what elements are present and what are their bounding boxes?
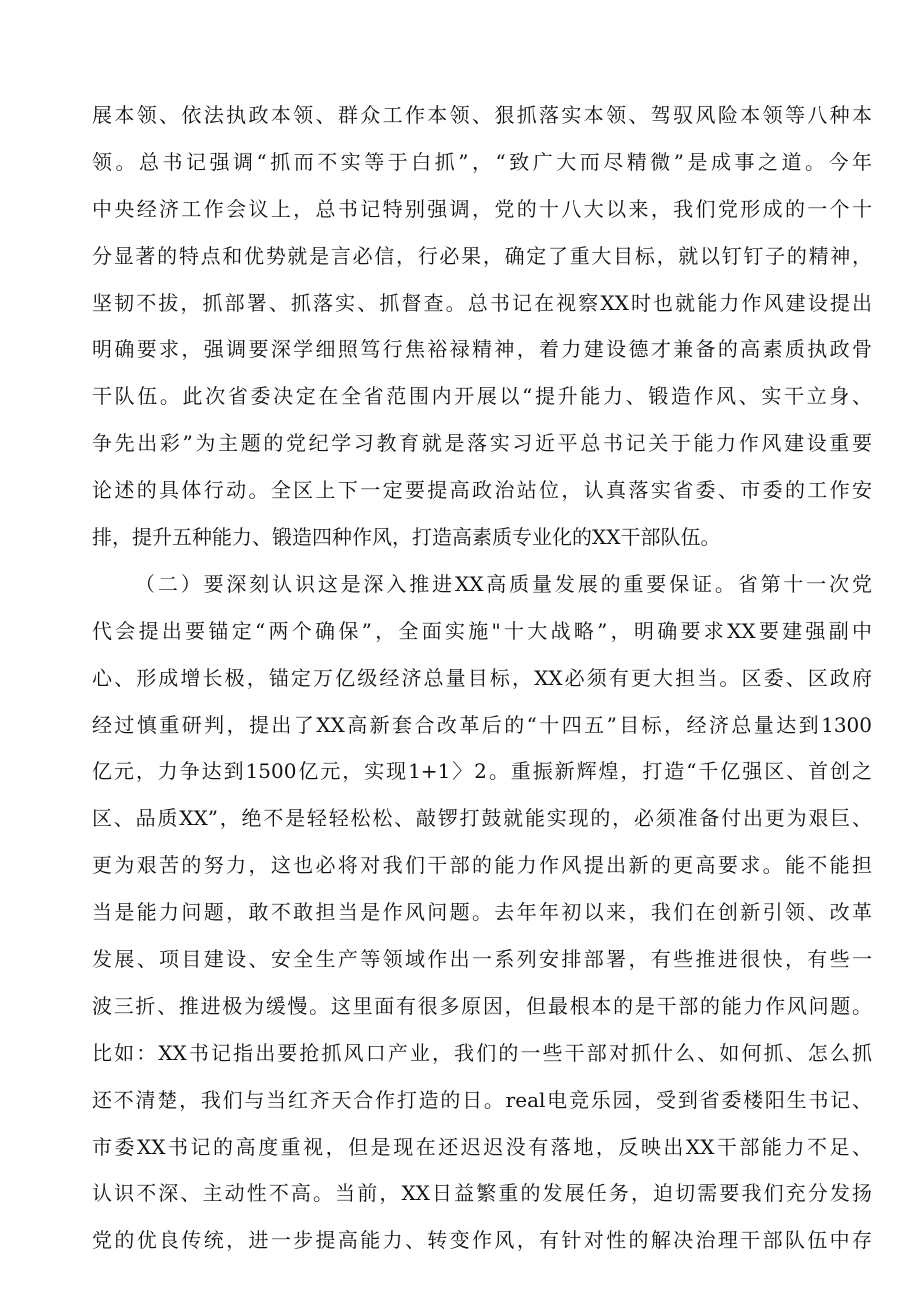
document-body bbox=[92, 92, 872, 1264]
text-line: 比如：XX书记指出要抢抓风口产业，我们的一些干部对抓什么、如何抓、怎么抓 bbox=[92, 1040, 872, 1065]
text-line: 认识不深、主动性不高。当前，XX日益繁重的发展任务，迫切需要我们充分发扬 bbox=[92, 1181, 872, 1206]
text-line: 代会提出要锚定“两个确保”，全面实施"十大战略”，明确要求XX要建强副中 bbox=[92, 618, 872, 643]
text-line: 明确要求，强调要深学细照笃行焦裕禄精神，着力建设德才兼备的高素质执政骨 bbox=[92, 337, 872, 362]
text-line: 更为艰苦的努力，这也必将对我们干部的能力作风提出新的更高要求。能不能担 bbox=[92, 853, 872, 878]
text-line: 论述的具体行动。全区上下一定要提高政治站位，认真落实省委、市委的工作安 bbox=[92, 478, 872, 503]
text-line: 区、品质XX”，绝不是轻轻松松、敲锣打鼓就能实现的，必须准备付出更为艰巨、 bbox=[92, 806, 872, 831]
text-line: 波三折、推进极为缓慢。这里面有很多原因，但最根本的是干部的能力作风问题。 bbox=[92, 993, 872, 1018]
text-line: 展本领、依法执政本领、群众工作本领、狠抓落实本领、驾驭风险本领等八种本 bbox=[92, 103, 872, 127]
text-line: 领。总书记强调“抓而不实等于白抓”，“致广大而尽精微”是成事之道。今年 bbox=[92, 149, 872, 174]
text-line: 坚韧不拔，抓部署、抓落实、抓督查。总书记在视察XX时也就能力作风建设提出 bbox=[92, 290, 872, 315]
text-line: 中央经济工作会议上，总书记特别强调，党的十八大以来，我们党形成的一个十 bbox=[92, 196, 872, 221]
text-line: 还不清楚，我们与当红齐天合作打造的日。real电竞乐园，受到省委楼阳生书记、 bbox=[92, 1087, 872, 1112]
text-line: 分显著的特点和优势就是言必信，行必果，确定了重大目标，就以钉钉子的精神， bbox=[92, 243, 872, 268]
text-line: 争先出彩”为主题的党纪学习教育就是落实习近平总书记关于能力作风建设重要 bbox=[92, 431, 872, 456]
text-line: 发展、项目建设、安全生产等领域作出一系列安排部署，有些推进很快，有些一 bbox=[92, 947, 872, 972]
text-line: 党的优良传统，进一步提高能力、转变作风，有针对性的解决治理干部队伍中存 bbox=[92, 1228, 872, 1253]
text-line: 干队伍。此次省委决定在全省范围内开展以“提升能力、锻造作风、实干立身、 bbox=[92, 384, 872, 409]
text-line: 亿元，力争达到1500亿元，实现1+1〉2。重振新辉煌，打造“千亿强区、首创之 bbox=[92, 759, 872, 784]
text-line: 经过慎重研判，提出了XX高新套合改革后的“十四五”目标，经济总量达到1300 bbox=[92, 712, 872, 737]
section-heading-line: （二）要深刻认识这是深入推进XX高质量发展的重要保证。省第十一次党 bbox=[135, 571, 872, 596]
text-line: 当是能力问题，敢不敢担当是作风问题。去年年初以来，我们在创新引领、改革 bbox=[92, 900, 872, 925]
paragraph-end-line: 排，提升五种能力、锻造四种作风，打造高素质专业化的XX干部队伍。 bbox=[92, 525, 721, 550]
text-line: 心、形成增长极，锚定万亿级经济总量目标，XX必须有更大担当。区委、区政府 bbox=[92, 665, 872, 690]
text-line: 市委XX书记的高度重视，但是现在还迟迟没有落地，反映出XX干部能力不足、 bbox=[92, 1134, 872, 1159]
